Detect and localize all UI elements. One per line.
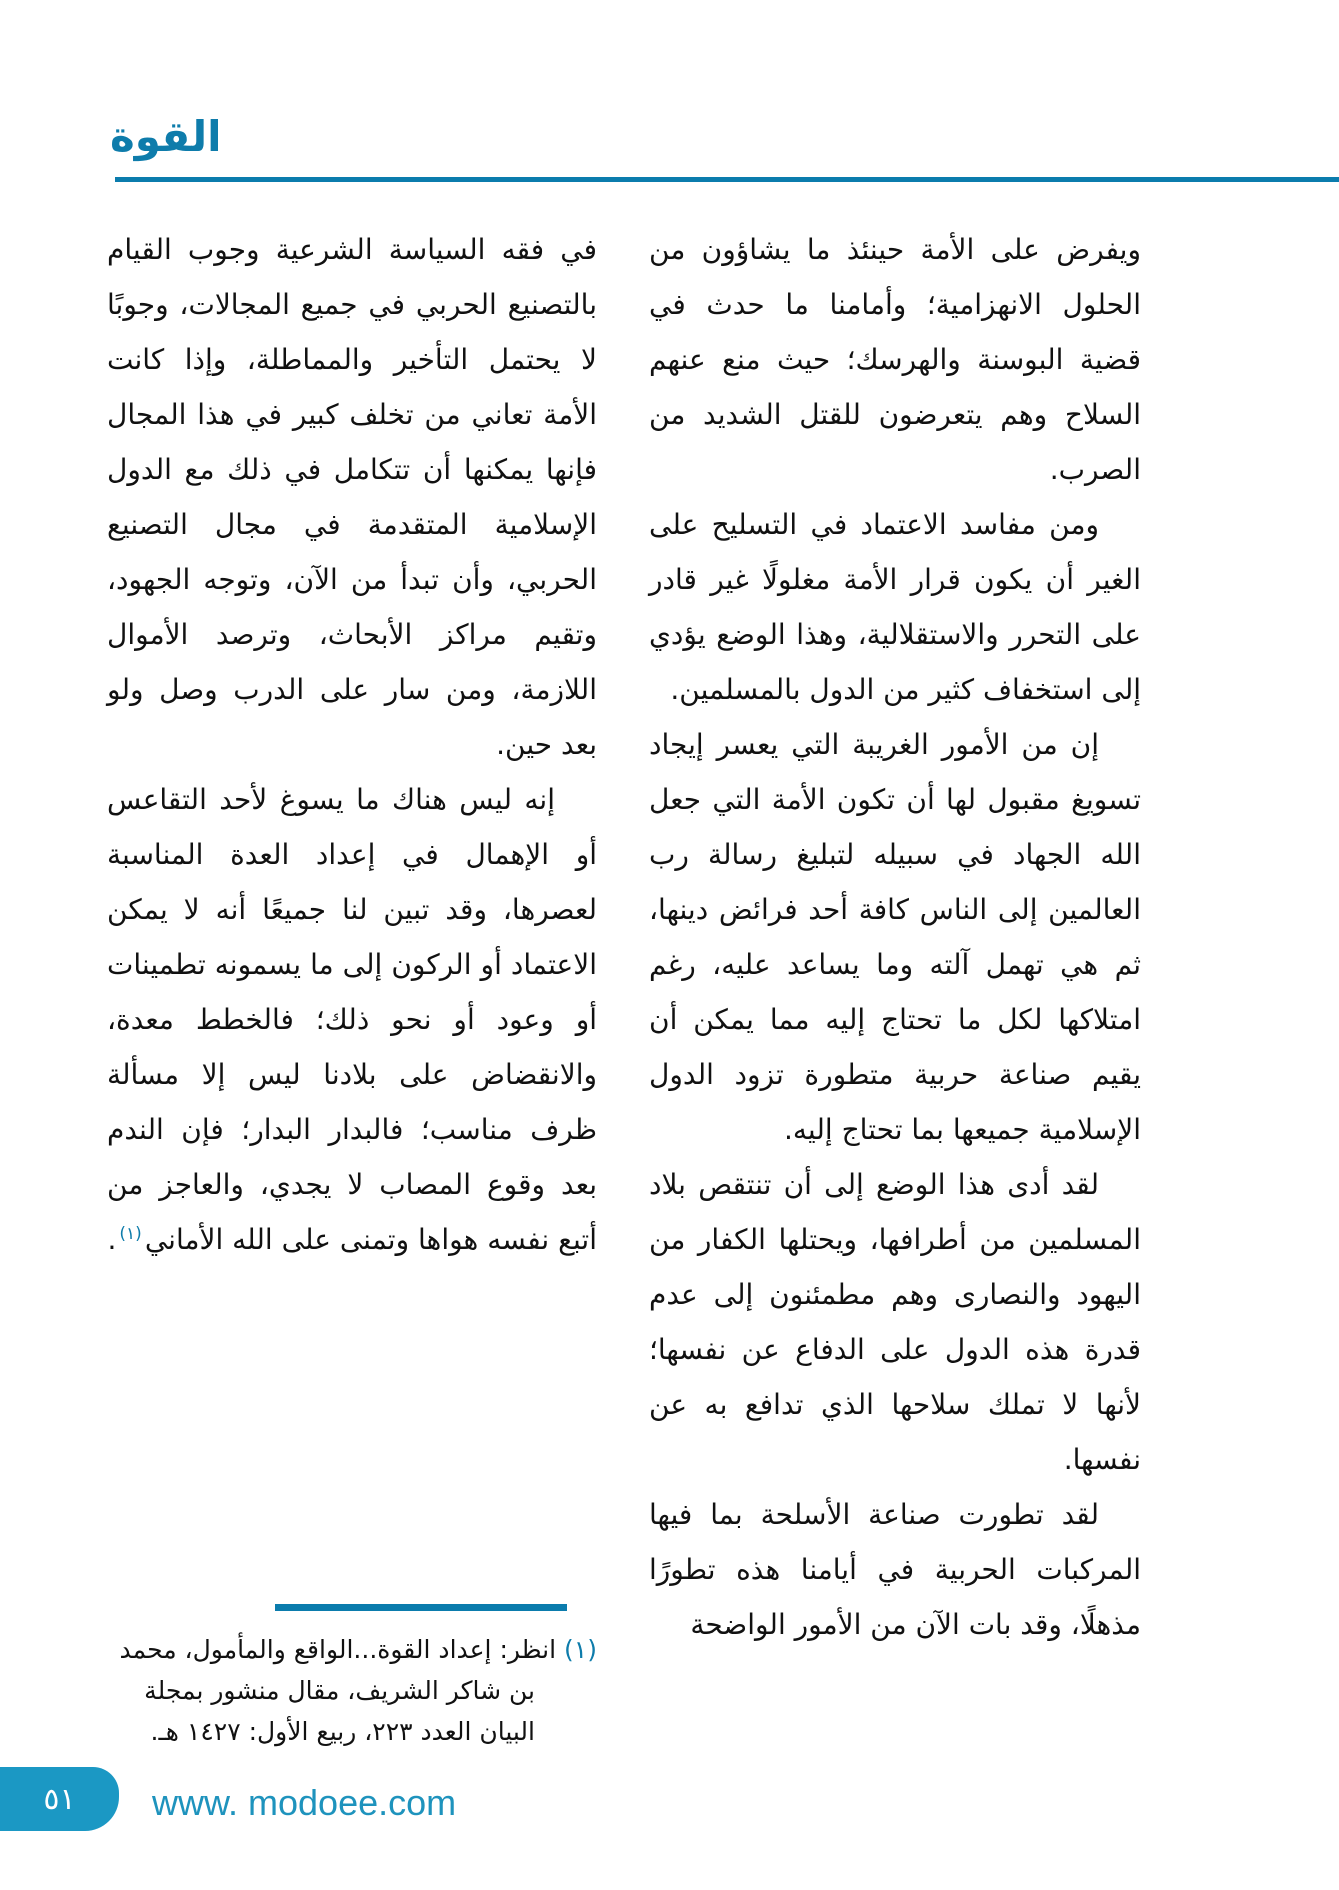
paragraph: لقد تطورت صناعة الأسلحة بما فيها المركبات الحربية في أيامنا هذه تطورًا مذهلًا، وقد بات الآن من الأمور الواضحة (649, 1498, 1141, 1641)
paragraph: ومن مفاسد الاعتماد في التسليح على الغير أن يكون قرار الأمة مغلولًا غير قادر على التحرر والاستقلالية، وهذا الوضع يؤدي إلى استخفاف كثير من الدول بالمسلمين. (649, 508, 1141, 706)
footnote-body: انظر: إعداد القوة...الواقع والمأمول، محمد بن شاكر الشريف، مقال منشور بمجلة البيان العدد ٢٢٣، ربيع الأول: ١٤٢٧ هـ. (119, 1635, 557, 1746)
paragraph: في فقه السياسة الشرعية وجوب القيام بالتصنيع الحربي في جميع المجالات، وجوبًا لا يحتمل التأخير والمماطلة، وإذا كانت الأمة تعاني من تخلف كبير في هذا المجال فإنها يمكنها أن تتكامل في ذلك مع الدول الإسلامية المتقدمة في مجال التصنيع الحربي، وأن تبدأ من الآن، وتوجه الجهود، وتقيم مراكز الأبحاث، وترصد الأموال اللازمة، ومن سار على الدرب وصل ولو بعد حين. (107, 233, 597, 761)
footnote-marker: (١) (564, 1635, 597, 1664)
page-number: ٥١ (43, 1781, 76, 1817)
footnote-section (107, 1604, 597, 1752)
footnote-divider (275, 1604, 567, 1611)
paragraph: إن من الأمور الغريبة التي يعسر إيجاد تسويغ مقبول لها أن تكون الأمة التي جعل الله الجهاد في سبيله لتبليغ رسالة رب العالمين إلى الناس كافة أحد فرائض دينها، ثم هي تهمل آلته وما يساعد عليه، رغم امتلاكها لكل ما تحتاج إليه مما يمكن أن يقيم صناعة حربية متطورة تزود الدول الإسلامية جميعها بما تحتاج إليه. (649, 728, 1141, 1146)
page-number-badge (0, 1767, 119, 1831)
paragraph: ويفرض على الأمة حينئذ ما يشاؤون من الحلول الانهزامية؛ وأمامنا ما حدث في قضية البوسنة والهرسك؛ حيث منع عنهم السلاح وهم يتعرضون للقتل الشديد من الصرب. (649, 233, 1141, 486)
footnote-text (107, 1629, 597, 1752)
header-divider (115, 177, 1339, 182)
left-column (107, 222, 597, 1267)
paragraph-with-footnote (107, 772, 597, 1267)
right-column (649, 222, 1141, 1652)
website-url: www. modoee.com (152, 1782, 457, 1823)
paragraph: لقد أدى هذا الوضع إلى أن تنتقص بلاد المسلمين من أطرافها، ويحتلها الكفار من اليهود والنصارى وهم مطمئنون إلى عدم قدرة هذه الدول على الدفاع عن نفسها؛ لأنها لا تملك سلاحها الذي تدافع به عن نفسها. (649, 1168, 1141, 1476)
footnote-reference: (١) (119, 1223, 142, 1244)
sentence-period: . (107, 1223, 117, 1256)
paragraph-text: إنه ليس هناك ما يسوغ لأحد التقاعس أو الإهمال في إعداد العدة المناسبة لعصرها، وقد تبين لنا جميعًا أنه لا يمكن الاعتماد أو الركون إلى ما يسمونه تطمينات أو وعود أو نحو ذلك؛ فالخطط معدة، والانقضاض على بلادنا ليس إلا مسألة ظرف مناسب؛ فالبدار البدار؛ فإن الندم بعد وقوع المصاب لا يجدي، والعاجز من أتبع نفسه هواها وتمنى على الله الأماني (107, 783, 597, 1256)
page-title: القوة (110, 112, 222, 161)
